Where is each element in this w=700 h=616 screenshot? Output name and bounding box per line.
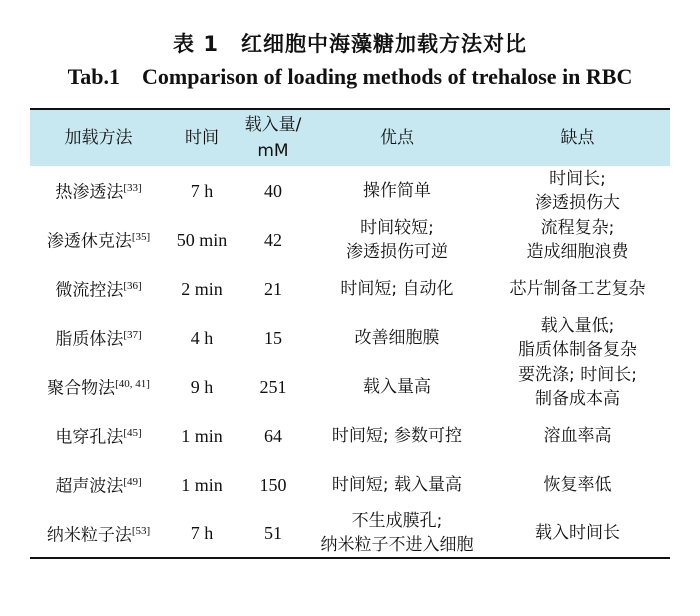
table-title-en-text: Comparison of loading methods of trehalose in RBC xyxy=(142,64,633,89)
load-cell: 251 xyxy=(259,376,287,397)
load-cell: 150 xyxy=(259,474,287,495)
pros-line: 时间短; 参数可控 xyxy=(331,425,463,446)
method-cell xyxy=(30,509,167,558)
method-cell xyxy=(30,313,167,362)
cons-line: 载入量低; xyxy=(540,315,615,336)
cons-cell xyxy=(485,509,670,558)
reference-citation: [33] xyxy=(123,182,142,195)
table-row xyxy=(30,509,670,558)
time-cell: 1 min xyxy=(181,474,223,495)
method-name: 热渗透法 xyxy=(55,182,124,203)
table-row xyxy=(30,313,670,362)
cons-line: 脂质体制备复杂 xyxy=(518,339,637,360)
pros-cell xyxy=(309,215,485,264)
pros-line: 操作简单 xyxy=(363,180,431,201)
cons-line: 载入时间长 xyxy=(535,523,620,543)
pros-cell xyxy=(309,264,485,313)
cons-line: 时间长; xyxy=(549,168,606,189)
cons-line: 溶血率高 xyxy=(543,425,612,446)
header-pros: 优点 xyxy=(380,128,414,148)
header-load-unit: mM xyxy=(257,141,289,161)
table-number-cn: 表 1 xyxy=(173,32,219,56)
time-cell: 7 h xyxy=(190,180,214,201)
cons-cell xyxy=(485,460,670,509)
reference-citation: [45] xyxy=(123,427,142,440)
cons-line: 造成细胞浪费 xyxy=(526,241,629,262)
reference-citation: [35] xyxy=(131,231,151,244)
load-cell: 64 xyxy=(264,425,282,446)
pros-line: 时间较短; xyxy=(360,217,434,238)
pros-line: 不生成膜孔; xyxy=(351,511,443,531)
cons-cell xyxy=(485,264,670,313)
reference-citation: [37] xyxy=(123,329,142,342)
time-cell: 9 h xyxy=(190,376,214,397)
pros-line: 载入量高 xyxy=(363,376,431,397)
table-row xyxy=(30,362,670,411)
load-cell: 15 xyxy=(264,327,282,348)
pros-cell xyxy=(309,411,485,460)
time-cell: 2 min xyxy=(181,278,223,299)
method-cell xyxy=(30,460,167,509)
time-cell: 1 min xyxy=(181,425,223,446)
header-method: 加载方法 xyxy=(64,128,133,148)
method-name: 超声波法 xyxy=(55,476,124,497)
table-header-row xyxy=(30,109,670,166)
cons-line: 流程复杂; xyxy=(540,217,615,238)
cons-line: 渗透损伤大 xyxy=(535,192,620,213)
method-cell xyxy=(30,411,167,460)
pros-cell xyxy=(309,509,485,558)
comparison-table xyxy=(30,108,670,559)
reference-citation: [53] xyxy=(131,524,151,537)
pros-line: 纳米粒子不进入细胞 xyxy=(320,535,474,555)
time-cell: 7 h xyxy=(190,523,214,543)
time-cell: 4 h xyxy=(190,327,214,348)
table-row xyxy=(30,166,670,215)
table-row xyxy=(30,215,670,264)
load-cell: 40 xyxy=(264,180,282,201)
cons-cell xyxy=(485,362,670,411)
table-row xyxy=(30,460,670,509)
pros-cell xyxy=(309,362,485,411)
table-number-en: Tab.1 xyxy=(67,64,121,89)
method-name: 电穿孔法 xyxy=(55,427,124,448)
cons-line: 要洗涤; 时间长; xyxy=(518,364,637,385)
header-time: 时间 xyxy=(185,128,219,148)
load-cell: 42 xyxy=(264,229,282,250)
pros-cell xyxy=(309,166,485,215)
time-cell: 50 min xyxy=(176,229,228,250)
method-cell xyxy=(30,362,167,411)
table-title-cn xyxy=(0,28,700,58)
pros-line: 改善细胞膜 xyxy=(354,327,440,348)
reference-citation: [40, 41] xyxy=(115,378,150,391)
cons-cell xyxy=(485,166,670,215)
method-cell xyxy=(30,264,167,313)
header-load xyxy=(237,109,309,166)
header-load-label: 载入量/ xyxy=(244,115,302,135)
pros-line: 渗透损伤可逆 xyxy=(346,241,448,262)
cons-line: 制备成本高 xyxy=(535,388,620,409)
cons-line: 芯片制备工艺复杂 xyxy=(509,278,646,299)
table-title-cn-text: 红细胞中海藻糖加载方法对比 xyxy=(240,32,527,56)
load-cell: 21 xyxy=(264,278,282,299)
pros-cell xyxy=(309,313,485,362)
reference-citation: [49] xyxy=(123,476,142,489)
method-name: 渗透休克法 xyxy=(46,231,132,252)
cons-cell xyxy=(485,313,670,362)
load-cell: 51 xyxy=(264,523,282,543)
cons-cell xyxy=(485,411,670,460)
method-name: 脂质体法 xyxy=(55,329,124,350)
table-row xyxy=(30,264,670,313)
reference-citation: [36] xyxy=(123,280,142,293)
method-cell xyxy=(30,166,167,215)
table-row xyxy=(30,411,670,460)
method-name: 纳米粒子法 xyxy=(46,525,132,546)
pros-line: 时间短; 载入量高 xyxy=(331,474,463,495)
header-cons: 缺点 xyxy=(560,128,595,148)
cons-cell xyxy=(485,215,670,264)
method-name: 微流控法 xyxy=(55,280,124,301)
pros-line: 时间短; 自动化 xyxy=(340,278,454,299)
table-title-en xyxy=(0,64,700,90)
pros-cell xyxy=(309,460,485,509)
method-cell xyxy=(30,215,167,264)
method-name: 聚合物法 xyxy=(47,378,116,399)
cons-line: 恢复率低 xyxy=(543,474,612,495)
